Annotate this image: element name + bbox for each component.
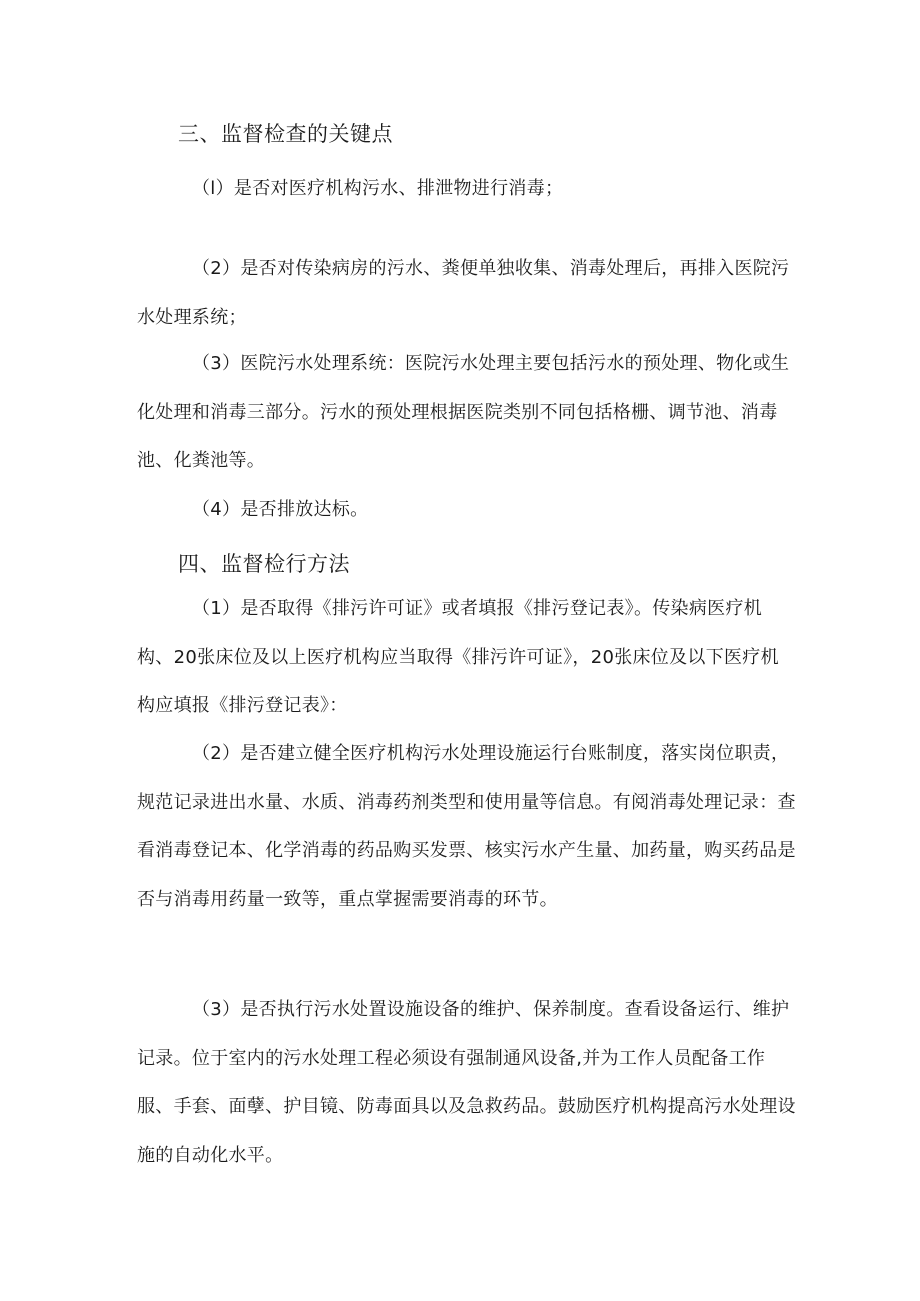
section-4-item-2: （2）是否建立健全医疗机构污水处理设施运行台账制度，落实岗位职责，规范记录进出水量、水质、消毒药剂类型和使用量等信息。有阅消毒处理记录：查看消毒登记本、化学消毒的药品购买发票、核实污水产生量、加药量，购买药品是否与消毒用药量一致等，重点掌握需要消毒的环节。: [137, 743, 796, 910]
section-3-item-3: （3）医院污水处理系统：医院污水处理主要包括污水的预处理、物化或生化处理和消毒三部分。污水的预处理根据医院类别不同包括格栅、调节池、消毒池、化粪池等。: [137, 353, 790, 471]
section-4-heading: 四、监督检行方法: [178, 552, 350, 576]
section-3-item-2: （2）是否对传染病房的污水、粪便单独收集、消毒处理后，再排入医院污水处理系统；: [137, 258, 790, 328]
section-4-item-3: （3）是否执行污水处置设施设备的维护、保养制度。查看设备运行、维护记录。位于室内的污水处理工程必须设有强制通风设备,并为工作人员配备工作服、手套、面孽、护目镜、防毒面具以及急救药品。鼓励医疗机构提高污水处理设施的自动化水平。: [137, 999, 796, 1166]
section-4-item-1: （1）是否取得《排污许可证》或者填报《排污登记表》。传染病医疗机构、20张床位及以上医疗机构应当取得《排污许可证》，20张床位及以下医疗机构应填报《排污登记表》：: [137, 598, 779, 716]
section-3-heading: 三、监督检查的关键点: [178, 122, 393, 146]
section-3-item-4: （4）是否排放达标。: [192, 499, 369, 520]
section-3-item-1: （l）是否对医疗机构污水、排泄物进行消毒；: [192, 178, 564, 199]
